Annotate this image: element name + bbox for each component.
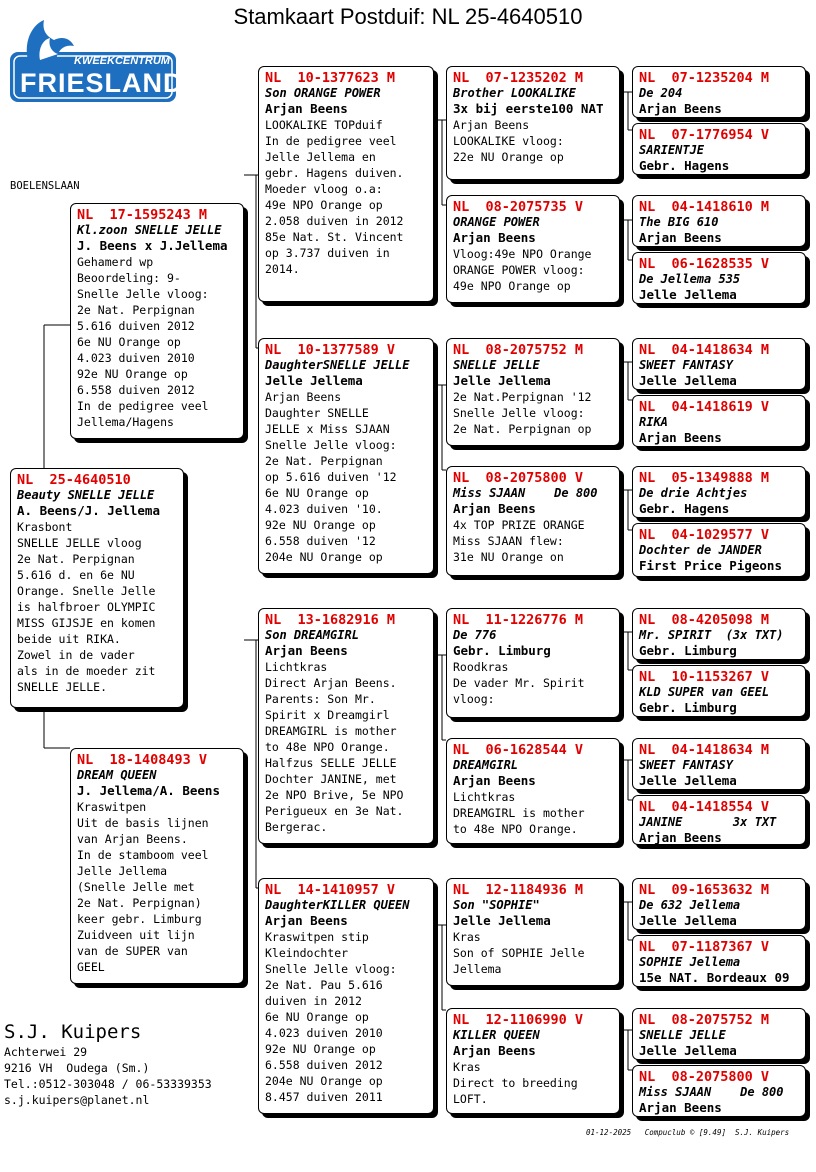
mmm-card (446, 1008, 620, 1114)
ring-number: NL 18-1408493 V (77, 752, 208, 768)
breeder: Arjan Beens (265, 913, 348, 928)
breeder: Gebr. Limburg (639, 643, 737, 658)
pigeon-info: Arjan Beens Daughter SNELLE JELLE x Miss SJAAN Snelle Jelle vloog: 2e Nat. Perpignan op 5.616 duiven '12 6e NU Orange op 4.023 duiven '10. 92e NU Orange op 6.558 duiven '12 204e NU Orange op (265, 390, 397, 564)
mmf-card (446, 878, 620, 986)
pigeon-name: De Jellema 535 (639, 272, 741, 286)
breeder: Gebr. Limburg (453, 643, 551, 658)
breeder: Jelle Jellema (265, 373, 363, 388)
ring-number: NL 10-1377623 M (265, 70, 396, 86)
mother-father-card (258, 608, 434, 844)
great-grandparent-card (632, 608, 806, 660)
ring-number: NL 04-1418554 V (639, 799, 770, 815)
breeder: Arjan Beens (265, 643, 348, 658)
pigeon-name: Son ORANGE POWER (265, 86, 381, 100)
pigeon-info: Kraswitpen Uit de basis lijnen van Arjan Beens. In de stamboom veel Jelle Jellema (Snelle Jelle met 2e Nat. Perpignan) keer gebr. Limburg Zuidveen uit lijn van de SUPER van GEEL (77, 800, 209, 974)
pigeon-name: Kl.zoon SNELLE JELLE (77, 223, 222, 237)
ring-number: NL 09-1653632 M (639, 882, 770, 898)
breeder: 15e NAT. Bordeaux 09 (639, 970, 790, 985)
ring-number: NL 06-1628544 V (453, 742, 584, 758)
ring-number: NL 17-1595243 M (77, 207, 208, 223)
breeder: Jelle Jellema (639, 773, 737, 788)
pigeon-name: Brother LOOKALIKE (453, 86, 576, 100)
breeder: Arjan Beens (453, 773, 536, 788)
breeder: Jelle Jellema (639, 913, 737, 928)
breeder: Jelle Jellema (639, 373, 737, 388)
breeder: A. Beens/J. Jellema (17, 503, 160, 518)
ring-number: NL 11-1226776 M (453, 612, 584, 628)
loft-label: BOELENSLAAN (10, 180, 80, 192)
pigeon-name: SWEET FANTASY (639, 758, 733, 772)
ring-number: NL 07-1235202 M (453, 70, 584, 86)
mother-mother-card (258, 878, 434, 1114)
breeder: Jelle Jellema (639, 1043, 737, 1058)
ring-number: NL 08-2075752 M (639, 1012, 770, 1028)
pigeon-name: Son "SOPHIE" (453, 898, 540, 912)
breeder: Arjan Beens (639, 1100, 722, 1115)
pigeon-name: Dochter de JANDER (639, 543, 762, 557)
page-title: Stamkaart Postduif: NL 25-4640510 (233, 4, 583, 29)
father-card (70, 203, 244, 439)
great-grandparent-card (632, 523, 806, 577)
pigeon-name: DREAMGIRL (453, 758, 519, 772)
pigeon-name: KILLER QUEEN (453, 1028, 540, 1042)
mother-card (70, 748, 244, 984)
pigeon-name: Beauty SNELLE JELLE (17, 488, 155, 502)
breeder: J. Beens x J.Jellema (77, 238, 228, 253)
pigeon-name: SNELLE JELLE (453, 358, 540, 372)
great-grandparent-card (632, 1065, 806, 1117)
pigeon-name: SNELLE JELLE (639, 1028, 726, 1042)
breeder: J. Jellema/A. Beens (77, 783, 220, 798)
great-grandparent-card (632, 252, 806, 304)
great-grandparent-card (632, 395, 806, 447)
pigeon-info: Gehamerd wp Beoordeling: 9- Snelle Jelle vloog: 2e Nat. Perpignan 5.616 duiven 2012 6e NU Orange op 4.023 duiven 2010 92e NU Orange op 6.558 duiven 2012 In de pedigree veel Jellema/Hagens (77, 255, 209, 429)
owner-address-street: Achterwei 29 (4, 1045, 88, 1059)
great-grandparent-card (632, 466, 806, 518)
owner-phone: Tel.:0512-303048 / 06-53339353 (4, 1077, 212, 1091)
ring-number: NL 12-1106990 V (453, 1012, 584, 1028)
great-grandparent-card (632, 123, 806, 175)
breeder: 3x bij eerste100 NAT (453, 101, 604, 116)
breeder: First Price Pigeons (639, 558, 782, 573)
pigeon-name: Son DREAMGIRL (265, 628, 359, 642)
great-grandparent-card (632, 878, 806, 930)
breeder: Gebr. Hagens (639, 158, 730, 173)
pigeon-info: Kras Son of SOPHIE Jelle Jellema (453, 930, 585, 976)
pigeon-name: De 204 (639, 86, 683, 100)
pigeon-info: Lichtkras DREAMGIRL is mother to 48e NPO Orange. (453, 790, 585, 836)
ring-number: NL 07-1235204 M (639, 70, 770, 86)
pigeon-name: De 776 (453, 628, 497, 642)
father-mother-card (258, 338, 434, 574)
pigeon-info: 2e Nat.Perpignan '12 Snelle Jelle vloog: 2e Nat. Perpignan op (453, 390, 592, 436)
pigeon-name: Miss SJAAN De 800 (639, 1085, 784, 1099)
pigeon-info: Arjan Beens LOOKALIKE vloog: 22e NU Orange op (453, 118, 564, 164)
breeder: Arjan Beens (453, 230, 536, 245)
pigeon-name: ORANGE POWER (453, 215, 540, 229)
pigeon-name: SWEET FANTASY (639, 358, 733, 372)
ring-number: NL 08-2075735 V (453, 199, 584, 215)
great-grandparent-card (632, 338, 806, 390)
ring-number: NL 04-1029577 V (639, 527, 770, 543)
pigeon-name: The BIG 610 (639, 215, 719, 229)
ring-number: NL 12-1184936 M (453, 882, 584, 898)
ring-number: NL 05-1349888 M (639, 470, 770, 486)
great-grandparent-card (632, 738, 806, 790)
ring-number: NL 07-1187367 V (639, 939, 770, 955)
breeder: Arjan Beens (639, 830, 722, 845)
owner-block (4, 1020, 212, 1108)
pigeon-name: SOPHIE Jellema (639, 955, 741, 969)
great-grandparent-card (632, 66, 806, 118)
ring-number: NL 08-2075800 V (453, 470, 584, 486)
logo-top-text: KWEEKCENTRUM (74, 55, 170, 67)
ring-number: NL 08-2075800 V (639, 1069, 770, 1085)
fff-card (446, 66, 620, 180)
pigeon-name: De drie Achtjes (639, 486, 748, 500)
ring-number: NL 10-1153267 V (639, 669, 770, 685)
ring-number: NL 04-1418634 M (639, 342, 770, 358)
pigeon-info: Lichtkras Direct Arjan Beens. Parents: Son Mr. Spirit x Dreamgirl DREAMGIRL is mother to 48e NPO Orange. Halfzus SELLE JELLE Dochter JANINE, met 2e NPO Brive, 5e NPO Perigueux en 3e Nat. Bergerac. (265, 660, 404, 834)
breeder: Arjan Beens (453, 1043, 536, 1058)
ring-number: NL 06-1628535 V (639, 256, 770, 272)
breeder: Jelle Jellema (453, 913, 551, 928)
mfm-card (446, 738, 620, 844)
breeder: Arjan Beens (265, 101, 348, 116)
great-grandparent-card (632, 935, 806, 987)
breeder: Arjan Beens (453, 501, 536, 516)
pigeon-name: RIKA (639, 415, 668, 429)
ffm-card (446, 195, 620, 303)
ring-number: NL 08-2075752 M (453, 342, 584, 358)
owner-name: S.J. Kuipers (4, 1021, 142, 1043)
breeder: Jelle Jellema (453, 373, 551, 388)
owner-address-city: 9216 VH Oudega (Sm.) (4, 1061, 150, 1075)
pigeon-info: Roodkras De vader Mr. Spirit vloog: (453, 660, 585, 706)
pigeon-info: LOOKALIKE TOPduif In de pedigree veel Jelle Jellema en gebr. Hagens duiven. Moeder vloog o.a: 49e NPO Orange op 2.058 duiven in 2012 85e Nat. St. Vincent op 3.737 duiven in 2014. (265, 118, 404, 276)
breeder: Gebr. Hagens (639, 501, 730, 516)
logo-main-text: FRIESLAND (20, 68, 184, 98)
pigeon-name: DREAM QUEEN (77, 768, 157, 782)
breeder: Jelle Jellema (639, 287, 737, 302)
pigeon-name: DaughterSNELLE JELLE (265, 358, 410, 372)
subject-pigeon-card (10, 468, 184, 708)
pigeon-info: Kraswitpen stip Kleindochter Snelle Jelle vloog: 2e Nat. Pau 5.616 duiven in 2012 6e NU Orange op 4.023 duiven 2010 92e NU Orange op 6.558 duiven 2012 204e NU Orange op 8.457 duiven 2011 (265, 930, 397, 1104)
ring-number: NL 25-4640510 (17, 472, 131, 488)
pigeon-name: JANINE 3x TXT (639, 815, 777, 829)
ring-number: NL 04-1418619 V (639, 399, 770, 415)
breeder: Arjan Beens (639, 230, 722, 245)
footer-credit: 01-12-2025 Compuclub © [9.49] S.J. Kuipers (586, 1128, 790, 1137)
pigeon-name: DaughterKILLER QUEEN (265, 898, 410, 912)
father-father-card (258, 66, 434, 302)
pigeon-name: Mr. SPIRIT (3x TXT) (639, 628, 784, 642)
great-grandparent-card (632, 665, 806, 717)
pigeon-info: 4x TOP PRIZE ORANGE Miss SJAAN flew: 31e NU Orange on (453, 518, 585, 564)
pigeon-info: Vloog:49e NPO Orange ORANGE POWER vloog: 49e NPO Orange op (453, 247, 592, 293)
pigeon-name: Miss SJAAN De 800 (453, 486, 598, 500)
breeder: Arjan Beens (639, 430, 722, 445)
pigeon-name: De 632 Jellema (639, 898, 741, 912)
great-grandparent-card (632, 1008, 806, 1060)
mff-card (446, 608, 620, 718)
fmf-card (446, 338, 620, 446)
great-grandparent-card (632, 195, 806, 247)
ring-number: NL 04-1418634 M (639, 742, 770, 758)
ring-number: NL 07-1776954 V (639, 127, 770, 143)
fmm-card (446, 466, 620, 576)
pigeon-info: Kras Direct to breeding LOFT. (453, 1060, 578, 1106)
ring-number: NL 08-4205098 M (639, 612, 770, 628)
pigeon-info: Krasbont SNELLE JELLE vloog 2e Nat. Perpignan 5.616 d. en 6e NU Orange. Snelle Jelle is halfbroer OLYMPIC MISS GIJSJE en komen beide uit RIKA. Zowel in de vader als in de moeder zit SNELLE JELLE. (17, 520, 156, 694)
pigeon-name: KLD SUPER van GEEL (639, 685, 770, 699)
owner-email: s.j.kuipers@planet.nl (4, 1093, 150, 1107)
ring-number: NL 13-1682916 M (265, 612, 396, 628)
ring-number: NL 04-1418610 M (639, 199, 770, 215)
ring-number: NL 10-1377589 V (265, 342, 396, 358)
breeder: Arjan Beens (639, 101, 722, 116)
pigeon-name: SARIENTJE (639, 143, 705, 157)
great-grandparent-card (632, 795, 806, 845)
kweekcentrum-friesland-logo (10, 16, 184, 102)
breeder: Gebr. Limburg (639, 700, 737, 715)
ring-number: NL 14-1410957 V (265, 882, 396, 898)
